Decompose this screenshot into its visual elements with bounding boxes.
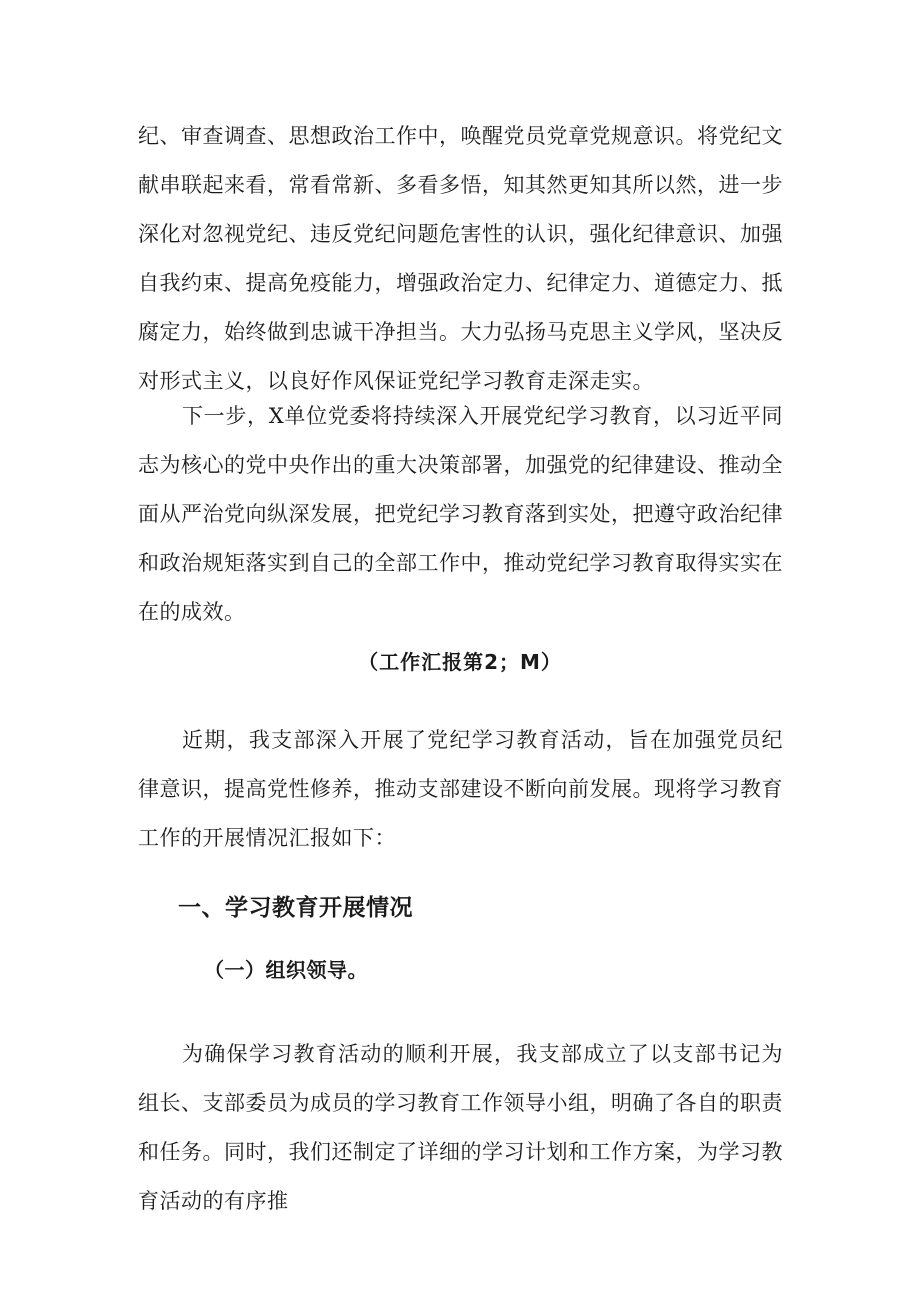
report-title: （工作汇报第2；M） (358, 650, 562, 674)
body-paragraph-continuation: 纪、审查调查、思想政治工作中，唤醒党员党章党规意识。将党纪文献串联起来看，常看常新、多看多悟，知其然更知其所以然，进一步深化对忽视党纪、违反党纪问题危害性的认识，强化纪律意识、加强自我约束、提高免疫能力，增强政治定力、纪律定力、道德定力、抵腐定力，始终做到忠诚干净担当。大力弘扬马克思主义学风，坚决反对形式主义，以良好作风保证党纪学习教育走深走实。 (138, 124, 783, 393)
body-paragraph-intro: 近期，我支部深入开展了党纪学习教育活动，旨在加强党员纪律意识，提高党性修养，推动支部建设不断向前发展。现将学习教育工作的开展情况汇报如下： (138, 728, 783, 850)
body-paragraph-next-step: 下一步，X单位党委将持续深入开展党纪学习教育，以习近平同志为核心的党中央作出的重大决策部署，加强党的纪律建设、推动全面从严治党向纵深发展，把党纪学习教育落到实处，把遵守政治纪律和政治规矩落实到自己的全部工作中，推动党纪学习教育取得实实在在的成效。 (138, 404, 783, 624)
subsection-heading: （一）组织领导。 (204, 958, 368, 982)
section-heading: 一、学习教育开展情况 (178, 895, 413, 921)
body-paragraph-organization: 为确保学习教育活动的顺利开展，我支部成立了以支部书记为组长、支部委员为成员的学习教育工作领导小组，明确了各自的职责和任务。同时，我们还制定了详细的学习计划和工作方案，为学习教育活动的有序推 (138, 1042, 783, 1213)
